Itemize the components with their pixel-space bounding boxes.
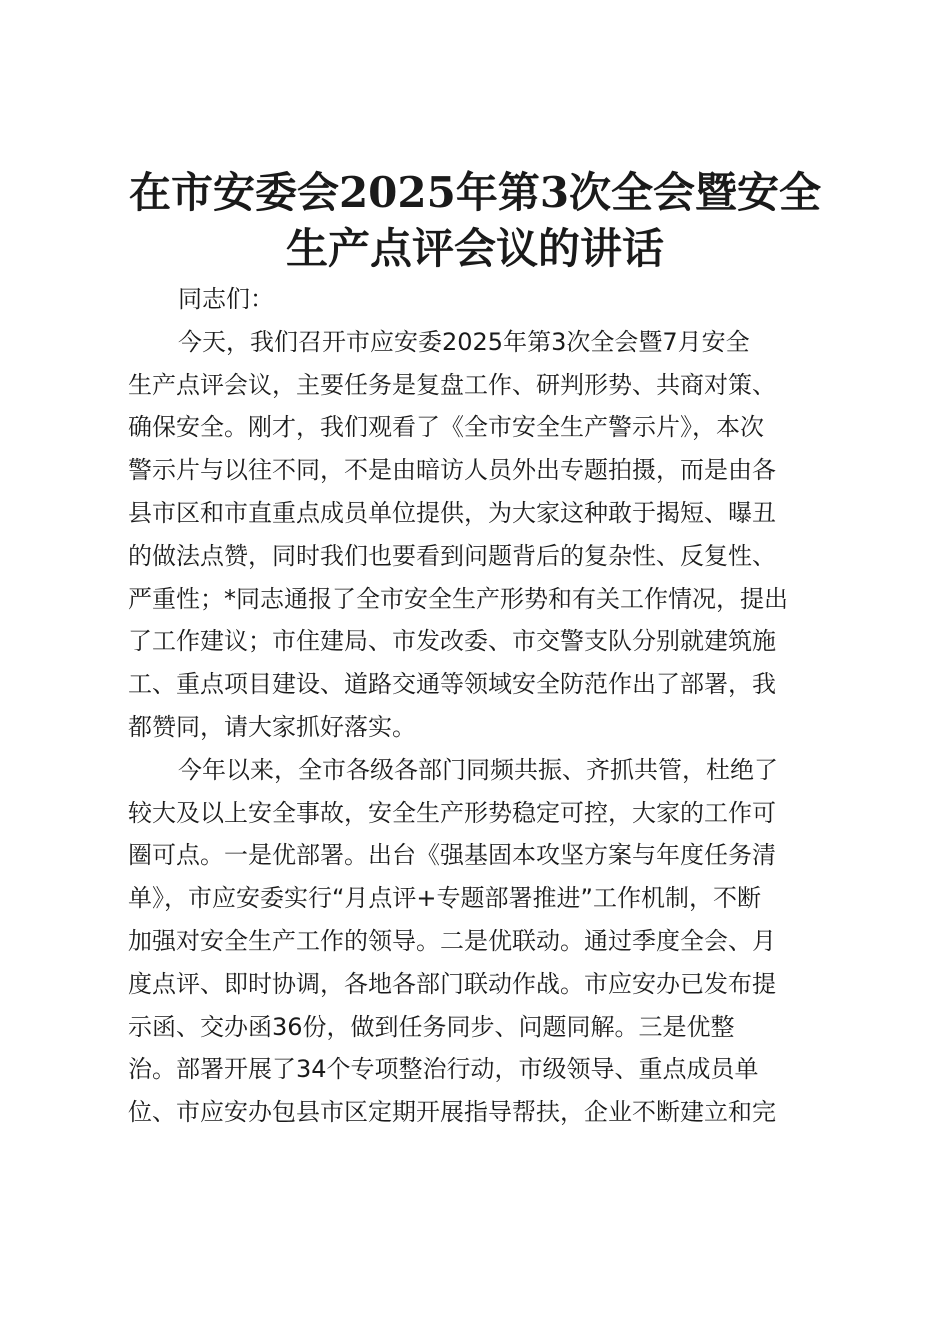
paragraph-line: 位、市应安办包县市区定期开展指导帮扶，企业不断建立和完 (128, 1098, 776, 1127)
paragraph-line: 警示片与以往不同，不是由暗访人员外出专题拍摄，而是由各 (128, 456, 776, 485)
paragraph-line: 今天，我们召开市应安委2025年第3次全会暨7月安全 (178, 327, 750, 356)
paragraph-line: 严重性；*同志通报了全市安全生产形势和有关工作情况，提出 (128, 584, 788, 613)
title-line: 在市安委会2025年第3次全会暨安全 (128, 168, 822, 217)
paragraph-line: 加强对安全生产工作的领导。二是优联动。通过季度全会、月 (128, 926, 776, 955)
paragraph-1 (128, 321, 828, 749)
paragraph-line: 较大及以上安全事故，安全生产形势稳定可控，大家的工作可 (128, 798, 776, 827)
document-title (120, 165, 830, 277)
document-body (128, 278, 828, 1134)
paragraph-2 (128, 749, 828, 1134)
paragraph-line: 的做法点赞，同时我们也要看到问题背后的复杂性、反复性、 (128, 541, 776, 570)
title-line: 生产点评会议的讲话 (285, 224, 664, 273)
paragraph-line: 都赞同，请大家抓好落实。 (128, 712, 416, 741)
paragraph-line: 治。部署开展了34个专项整治行动，市级领导、重点成员单 (128, 1055, 759, 1084)
paragraph-line: 示函、交办函36份，做到任务同步、问题同解。三是优整 (128, 1012, 735, 1041)
paragraph-line: 度点评、即时协调，各地各部门联动作战。市应安办已发布提 (128, 969, 776, 998)
paragraph-line: 今年以来，全市各级各部门同频共振、齐抓共管，杜绝了 (178, 755, 778, 784)
paragraph-line: 了工作建议；市住建局、市发改委、市交警支队分别就建筑施 (128, 627, 776, 656)
paragraph-line: 确保安全。刚才，我们观看了《全市安全生产警示片》，本次 (128, 413, 764, 442)
paragraph-line: 单》，市应安委实行“月点评+专题部署推进”工作机制，不断 (128, 884, 761, 913)
paragraph-line: 县市区和市直重点成员单位提供，为大家这种敢于揭短、曝丑 (128, 498, 776, 527)
paragraph-line: 圈可点。一是优部署。出台《强基固本攻坚方案与年度任务清 (128, 841, 776, 870)
paragraph-line: 工、重点项目建设、道路交通等领域安全防范作出了部署，我 (128, 670, 776, 699)
salutation: 同志们： (178, 285, 274, 313)
paragraph-line: 生产点评会议，主要任务是复盘工作、研判形势、共商对策、 (128, 370, 776, 399)
